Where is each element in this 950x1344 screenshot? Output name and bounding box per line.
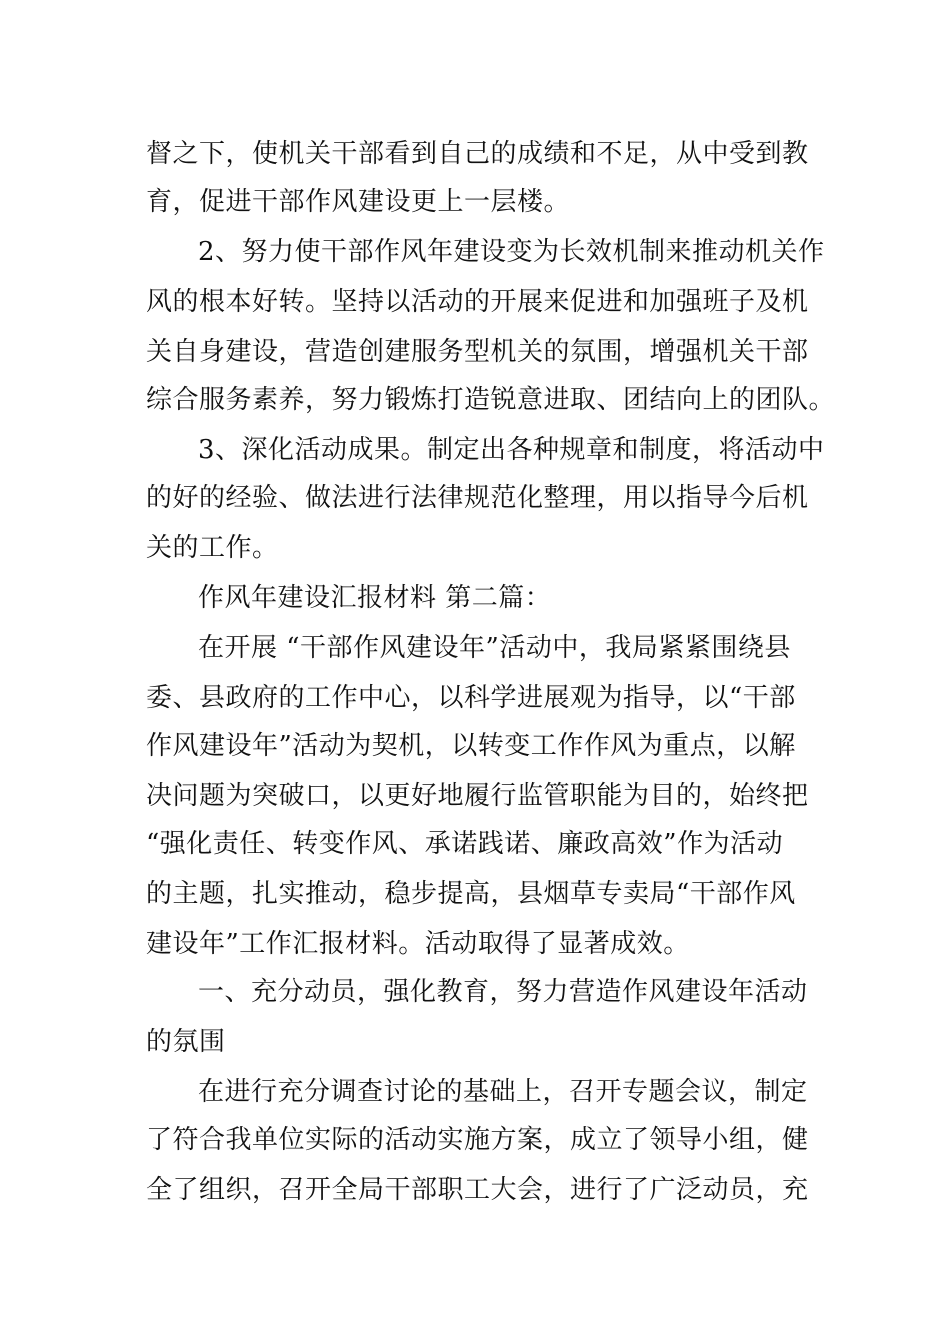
text-line: 综合服务素养，努力锻炼打造锐意进取、团结向上的团队。 <box>146 385 836 415</box>
text-line: 风的根本好转。坚持以活动的开展来促进和加强班子及机 <box>146 287 809 317</box>
text-line: 建设年”工作汇报材料。活动取得了显著成效。 <box>146 929 690 959</box>
text-line: 督之下，使机关干部看到自己的成绩和不足，从中受到教 <box>146 139 809 169</box>
text-line: 3、深化活动成果。制定出各种规章和制度，将活动中 <box>198 435 825 465</box>
text-line: 作风建设年”活动为契机，以转变工作作风为重点，以解 <box>146 731 796 761</box>
subheading-line: 一、充分动员，强化教育，努力营造作风建设年活动 <box>198 977 808 1007</box>
text-line: “强化责任、转变作风、承诺践诺、廉政高效”作为活动 <box>146 829 784 859</box>
text-line: 全了组织，召开全局干部职工大会，进行了广泛动员，充 <box>146 1175 809 1205</box>
section-heading: 作风年建设汇报材料 第二篇： <box>198 583 552 613</box>
text-line: 在进行充分调查讨论的基础上，召开专题会议，制定 <box>198 1077 808 1107</box>
text-line: 决问题为突破口，以更好地履行监管职能为目的，始终把 <box>146 781 809 811</box>
text-line: 2、努力使干部作风年建设变为长效机制来推动机关作 <box>198 237 825 267</box>
subheading-line: 的氛围 <box>146 1027 226 1057</box>
text-line: 在开展 “干部作风建设年”活动中，我局紧紧围绕县 <box>198 633 791 663</box>
text-line: 的主题，扎实推动，稳步提高，县烟草专卖局“干部作风 <box>146 879 796 909</box>
text-line: 的好的经验、做法进行法律规范化整理，用以指导今后机 <box>146 483 809 513</box>
text-line: 关的工作。 <box>146 533 279 563</box>
text-line: 育，促进干部作风建设更上一层楼。 <box>146 187 571 217</box>
text-line: 关自身建设，营造创建服务型机关的氛围，增强机关干部 <box>146 337 809 367</box>
text-line: 委、县政府的工作中心，以科学进展观为指导，以“干部 <box>146 683 796 713</box>
text-line: 了符合我单位实际的活动实施方案，成立了领导小组，健 <box>146 1125 809 1155</box>
